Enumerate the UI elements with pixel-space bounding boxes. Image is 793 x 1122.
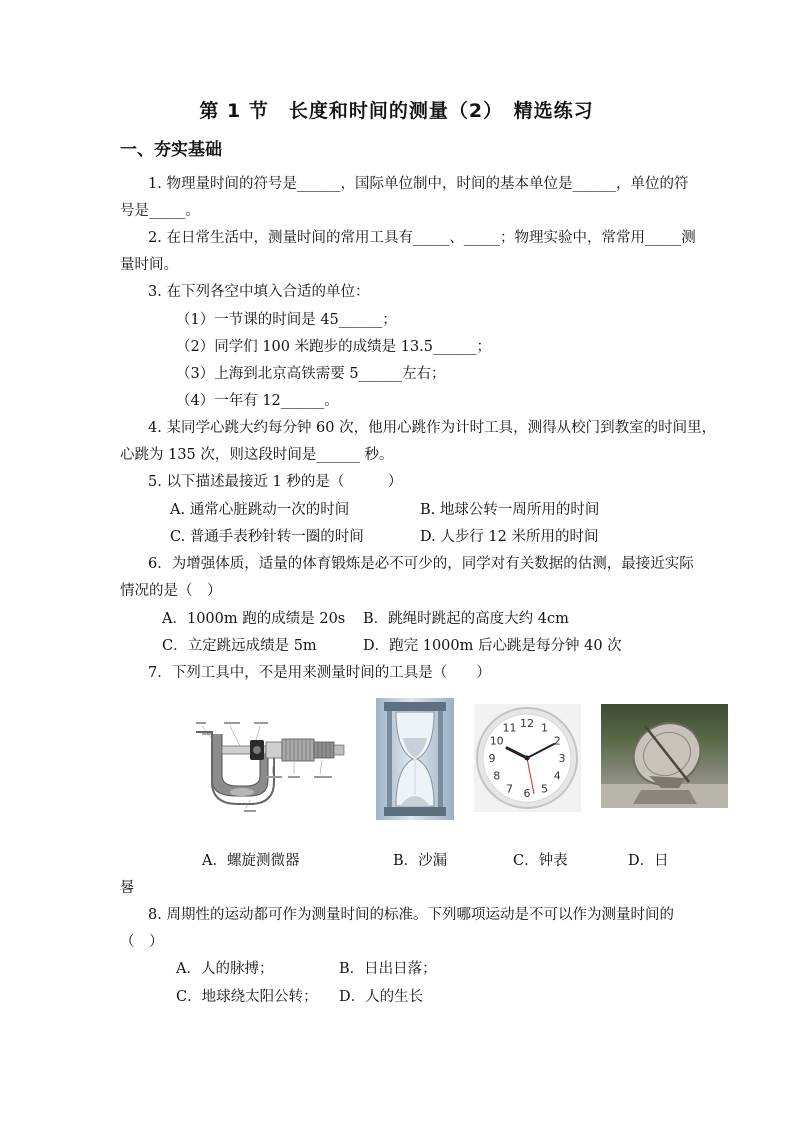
clock-numeral: 12 bbox=[520, 717, 534, 730]
q3-item-4: （4）一年有 12______。 bbox=[176, 393, 339, 409]
clock-numeral: 7 bbox=[506, 782, 513, 796]
q6-option-a: A．1000m 跑的成绩是 20s bbox=[162, 611, 346, 627]
q6-option-d: D．跑完 1000m 后心跳是每分钟 40 次 bbox=[363, 638, 622, 654]
q7-stem: 7．下列工具中，不是用来测量时间的工具是（ ） bbox=[148, 665, 491, 681]
q5-option-c: C. 普通手表秒针转一圈的时间 bbox=[170, 529, 364, 545]
q8-line2: （ ） bbox=[120, 934, 164, 950]
hourglass-image bbox=[376, 698, 454, 820]
q4-line1: 4. 某同学心跳大约每分钟 60 次，他用心跳作为计时工具，测得从校门到教室的时间里， bbox=[148, 420, 717, 436]
q5-option-b: B. 地球公转一周所用的时间 bbox=[420, 502, 600, 518]
clock-numeral: 2 bbox=[553, 734, 561, 748]
q7-option-c: C．钟表 bbox=[513, 853, 568, 869]
q4-line2: 心跳为 135 次，则这段时间是______ 秒。 bbox=[120, 447, 394, 463]
clock-numeral: 3 bbox=[558, 752, 566, 765]
q3-item-2: （2）同学们 100 米跑步的成绩是 13.5______； bbox=[176, 339, 492, 355]
q7-option-b: B．沙漏 bbox=[393, 853, 448, 869]
q8-option-b: B．日出日落； bbox=[339, 961, 437, 977]
q5-option-d: D. 人步行 12 米所用的时间 bbox=[420, 529, 599, 545]
q8-option-a: A．人的脉搏； bbox=[176, 961, 274, 977]
clock-numeral: 5 bbox=[541, 782, 548, 796]
micrometer-image bbox=[190, 712, 355, 816]
q5-option-a: A. 通常心脏跳动一次的时间 bbox=[170, 502, 350, 518]
q6-option-b: B．跳绳时跳起的高度大约 4cm bbox=[363, 611, 569, 627]
q2-line1: 2. 在日常生活中，测量时间的常用工具有_____、_____；物理实验中，常常用_____测 bbox=[148, 230, 696, 246]
clock-numeral: 4 bbox=[553, 769, 561, 783]
q8-option-c: C．地球绕太阳公转； bbox=[176, 989, 318, 1005]
clock-numeral: 10 bbox=[489, 734, 504, 748]
clock-numeral: 11 bbox=[502, 721, 517, 735]
page-title: 第 1 节 长度和时间的测量（2） 精选练习 bbox=[199, 100, 594, 122]
q8-option-d: D．人的生长 bbox=[339, 989, 424, 1005]
q6-option-c: C．立定跳远成绩是 5m bbox=[162, 638, 317, 654]
sundial-image bbox=[601, 704, 728, 808]
clock-numeral: 8 bbox=[493, 769, 501, 783]
q1-line2: 号是_____。 bbox=[120, 203, 200, 219]
q8-line1: 8. 周期性的运动都可作为测量时间的标准。下列哪项运动是不可以作为测量时间的 bbox=[148, 907, 674, 923]
q1-line1: 1. 物理量时间的符号是______，国际单位制中，时间的基本单位是______，单位的符 bbox=[148, 176, 689, 192]
clock-numeral: 6 bbox=[523, 787, 531, 800]
clock-image bbox=[474, 704, 581, 812]
clock-numeral: 9 bbox=[488, 752, 496, 765]
q3-item-1: （1）一节课的时间是 45______； bbox=[176, 312, 397, 328]
q3-stem: 3. 在下列各空中填入合适的单位： bbox=[148, 284, 370, 300]
q7-option-d: D．日 bbox=[628, 853, 669, 869]
clock-numeral: 1 bbox=[541, 721, 548, 735]
q7-option-a: A．螺旋测微器 bbox=[202, 853, 300, 869]
q5-stem: 5. 以下描述最接近 1 秒的是（ ） bbox=[148, 474, 403, 490]
section-heading: 一、夯实基础 bbox=[120, 140, 222, 160]
q2-line2: 量时间。 bbox=[120, 257, 178, 273]
q6-line2: 情况的是（ ） bbox=[120, 583, 222, 599]
q7-option-d-wrap: 晷 bbox=[120, 880, 135, 896]
q3-item-3: （3）上海到北京高铁需要 5______左右； bbox=[176, 366, 446, 382]
q6-line1: 6．为增强体质，适量的体育锻炼是必不可少的，同学对有关数据的估测，最接近实际 bbox=[148, 556, 694, 572]
